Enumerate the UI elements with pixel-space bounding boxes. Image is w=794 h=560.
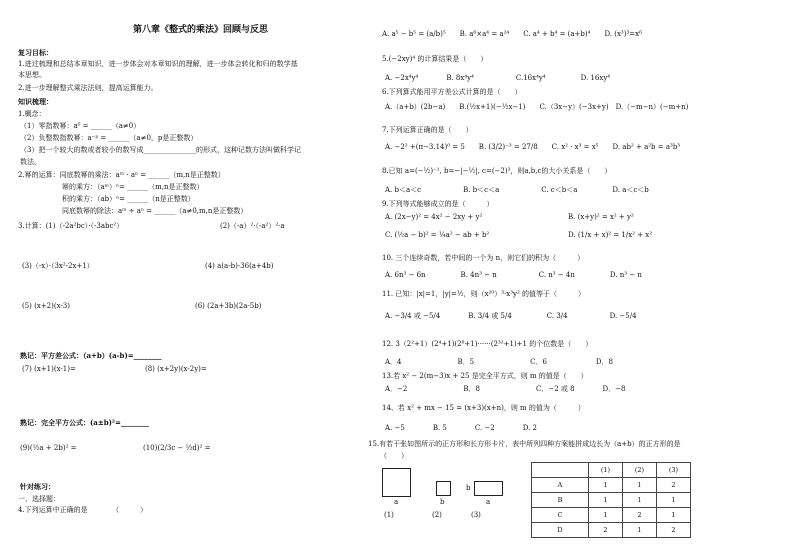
- question-4: 4.下列运算中正确的是 （ ）: [18, 506, 148, 514]
- table-cell: 2: [623, 508, 657, 523]
- concept-1: （1）零指数幂：a⁰ = ______（a≠0）: [20, 122, 141, 130]
- table-cell: A: [532, 478, 589, 493]
- concept-3-cont: 数法。: [20, 158, 41, 166]
- calc-8: (8) (x+2y)(x-2y)=: [145, 365, 207, 373]
- question-15: 15.有若干张如图所示的正方形和长方形卡片，表中所列四种方案能拼成边长为（a+b）的正方形的是: [368, 440, 681, 448]
- question-13: 13.若 x² − 2(m−3)x + 25 是完全平方式，则 m 的值是（ ）: [382, 372, 588, 380]
- small-square-card: [436, 481, 451, 496]
- question-9: 9.下列等式能够成立的是（ ）: [382, 200, 494, 208]
- calc-3: (3)（-x）·（3x²-2x+1）: [22, 262, 94, 270]
- question-10-options: A. 6n³ − 6n B. 4n³ − n C. n³ − 4n D. n³ − n: [385, 271, 642, 279]
- large-square-side-label: a: [394, 498, 399, 506]
- calc-7: (7) (x+1)(x-1)=: [22, 365, 76, 373]
- question-12-options: A．4 B．5 C．6 D．8: [385, 358, 613, 366]
- goal-1: 1.进过梳理和总结本章知识，进一步体会对本章知识的理解，进一步体会转化和归的数学基: [18, 60, 298, 68]
- question-10: 10. 三个连续奇数，若中间的一个为 n，则它们的积为（ ）: [382, 254, 585, 262]
- question-11-options: A. −3/4 或 −5/4 B. 3/4 或 5/4 C. 3/4 D. −5/4: [385, 312, 637, 320]
- question-6-options: A.（a+b）(2b−a) B.(½x+1)(−½x−1) C.（3x−y）(−3x+y) D.（−m−n）(−m+n): [385, 103, 689, 111]
- goal-1-cont: 本思想。: [18, 71, 46, 79]
- question-4-options: A. a⁵ − b⁵ = (a/b)⁵ B. a⁶×a⁴ = a²⁴ C. a⁴ + b⁴ = (a+b)⁴ D. (x³)³=x⁶: [382, 30, 642, 38]
- table-cell: 1: [657, 508, 691, 523]
- table-header-row: [532, 463, 691, 478]
- table-row: [532, 478, 691, 493]
- table-cell: C: [532, 508, 589, 523]
- table-cell: B: [532, 493, 589, 508]
- question-9-option-b: B. (x+y)² = x² + y²: [568, 213, 634, 221]
- calc-5: (5) (x+2)(x-3): [22, 302, 70, 310]
- question-14: 14、若 x² + mx − 15 = (x+3)(x+n)，则 m 的值为（ ）: [382, 404, 585, 412]
- question-9-option-c: C. (½a − b)² = ¼a² − ab + b²: [385, 231, 490, 239]
- calc-2: (2)（-a）²·（-a²）²·a: [220, 222, 285, 230]
- table-row: [532, 508, 691, 523]
- table-cell: 1: [589, 493, 623, 508]
- table-cell: 1: [623, 493, 657, 508]
- choice-heading: 一、选择题：: [18, 495, 60, 503]
- table-cell: 1: [623, 478, 657, 493]
- page-title: 第八章《整式的乘法》回顾与反思: [133, 25, 269, 35]
- question-8: 8.已知 a=(−½)⁻¹, b=−|−½|, c=(−2)³，则a,b,c的大小关系是（ ）: [382, 167, 612, 175]
- power-ops-1: 2.幂的运算：同底数幂的乘法：aᵐ · aⁿ = ______（m,n是正整数）: [18, 171, 225, 179]
- concept-heading: 1.概念：: [18, 110, 46, 118]
- question-11: 11. 已知：|x|=1，|y|=½，则（x²⁰）³·x³y² 的值等于（ ）: [382, 290, 585, 298]
- table-cell: 1: [623, 523, 657, 538]
- rectangle-height-label: b: [466, 484, 471, 492]
- figure-label-1: (1): [384, 511, 394, 519]
- table-cell: 1: [589, 508, 623, 523]
- question-13-options: A．−2 B．8 C．−2 或 8 D．−8: [385, 385, 626, 393]
- rectangle-width-label: a: [486, 498, 491, 506]
- knowledge-heading: 知识梳理：: [18, 97, 53, 106]
- question-9-option-d: D. (1/x + x)² = 1/x² + x²: [568, 231, 653, 239]
- question-6: 6.下列算式能用平方差公式计算的是（ ）: [382, 88, 522, 96]
- goal-2: 2.进一步理解整式乘法法则，提高运算能力。: [18, 84, 158, 92]
- small-square-side-label: b: [440, 498, 445, 506]
- question-5: 5.(−2xy)⁴ 的计算结果是（ ）: [382, 55, 488, 63]
- question-8-options: A. b＜a＜c B. b＜c＜a C. c＜b＜a D. a＜c＜b: [385, 186, 649, 194]
- square-difference-formula: 熟记：平方差公式：（a+b）(a-b)=________: [20, 351, 162, 360]
- rectangle-card: [474, 481, 503, 496]
- perfect-square-formula: 熟记：完全平方公式：(a±b)²=________: [20, 418, 149, 427]
- table-row: [532, 523, 691, 538]
- calc-10: (10)(2/3c − ½d)² =: [143, 444, 211, 452]
- power-ops-2: 幂的乘方：（aᵐ）ⁿ= ______（m,n是正整数）: [62, 183, 204, 191]
- question-9-option-a: A. (2x−y)² = 4x² − 2xy + y²: [385, 213, 483, 221]
- table-header-cell: (2): [623, 463, 657, 478]
- table-header-cell: [532, 463, 589, 478]
- calc-4: (4) a(a-b)-36(a+4b): [205, 262, 274, 270]
- question-5-options: A. −2x⁴y⁴ B. 8x⁴y⁴ C.16x⁴y⁴ D. 16xy⁴: [385, 74, 611, 82]
- calc-1: 3.计算：(1)（-2a²bc）·（-3abc²）: [18, 222, 124, 230]
- table-cell: 2: [657, 478, 691, 493]
- calc-6: (6) (2a+3b)(2a-5b): [195, 302, 262, 310]
- table-header-cell: (3): [657, 463, 691, 478]
- question-14-options: A. −5 B. 5 C. −2 D. 2: [385, 424, 538, 432]
- question-12: 12. 3（2²+1）(2⁴+1)(2⁸+1)······(2³²+1)+1 的个位数是（ ）: [382, 340, 593, 348]
- table-cell: 2: [657, 523, 691, 538]
- concept-3: （3）把一个较大的数或者较小的数写成_______________的形式，这种记数方法叫做科学记: [20, 146, 301, 154]
- figure-label-3: (3): [471, 511, 481, 519]
- question-15-blank: （ ）: [380, 452, 408, 460]
- power-ops-4: 同底数幂的除法：aᵐ ÷ aⁿ = ______（a≠0,m,n是正整数）: [62, 207, 248, 215]
- calc-9: (9)(½a + 2b)² =: [20, 444, 77, 452]
- table-row: [532, 493, 691, 508]
- review-heading: 复习目标：: [18, 48, 53, 57]
- practice-heading: 针对练习：: [20, 482, 55, 491]
- table-cell: 1: [657, 493, 691, 508]
- question-7-options: A. −2² +(π−3.14)⁰ = 5 B. (3/2)⁻³ = 27/8 C. x² · x³ = x⁵ D. ab² + a²b = a³b³: [385, 143, 681, 151]
- table-cell: 2: [589, 523, 623, 538]
- table-cell: 1: [589, 478, 623, 493]
- large-square-card: [382, 468, 411, 497]
- figure-label-2: (2): [432, 511, 442, 519]
- question-7: 7.下列运算正确的是（ ）: [382, 126, 473, 134]
- concept-2: （2）负整数指数幂：a⁻ᵖ = ______（a≠0，p是正整数）: [20, 134, 198, 142]
- scheme-table: [531, 462, 691, 538]
- table-cell: D: [532, 523, 589, 538]
- table-header-cell: (1): [589, 463, 623, 478]
- power-ops-3: 积的乘方：（ab）ⁿ= ______（n是正整数）: [62, 195, 195, 203]
